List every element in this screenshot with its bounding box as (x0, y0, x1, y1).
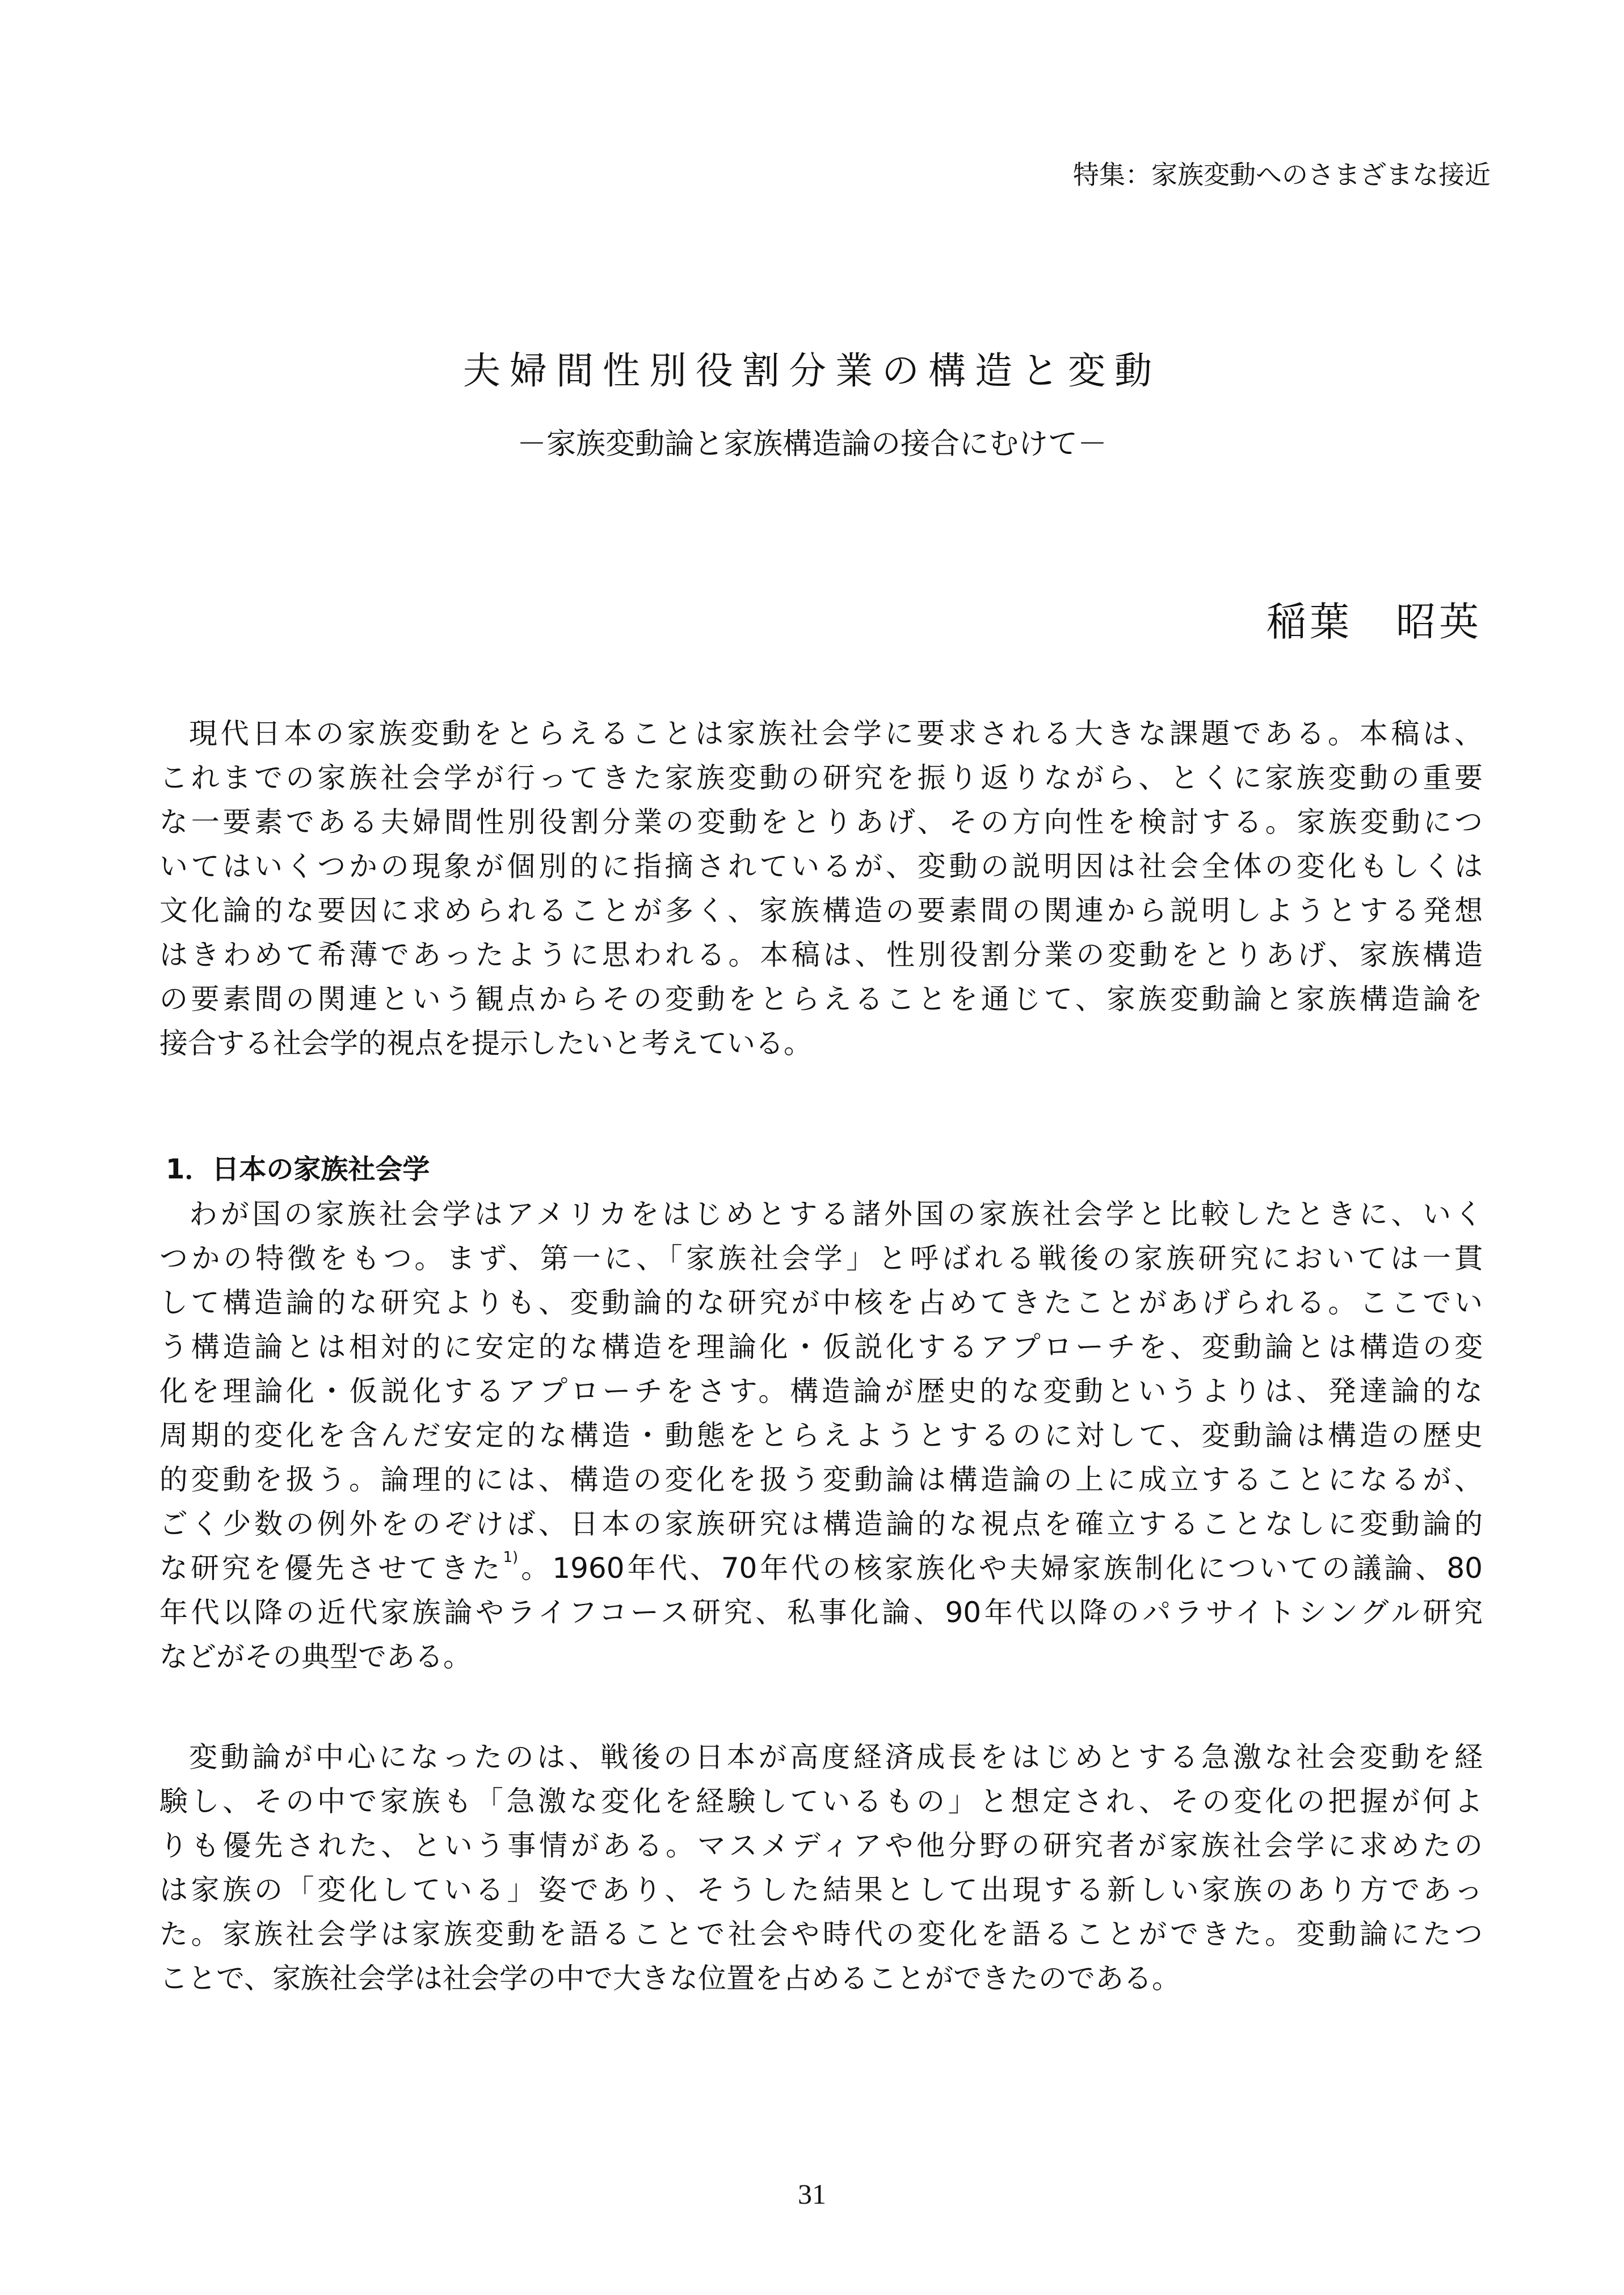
text-fragment: の要素間の関連という観点からその変動をとらえることを通じて、家族変動論と家族構造論を (159, 983, 1483, 1016)
text-fragment: ことで、家族社会学は社会学の中で大きな位置を占めることができたのである。 (159, 1962, 1180, 1995)
text-fragment: な一要素である夫婦間性別役割分業の変動をとりあげ、その方向性を検討する。家族変動につ (159, 806, 1483, 839)
text-fragment: 文化論的な要因に求められることが多く、家族構造の要素間の関連から説明しようとする発想 (159, 894, 1483, 927)
text-fragment: これまでの家族社会学が行ってきた家族変動の研究を振り返りながら、とくに家族変動の重要 (159, 761, 1483, 794)
text-line (159, 888, 1483, 933)
author-name: 稲葉 昭英 (1267, 599, 1482, 645)
text-fragment: りも優先された、という事情がある。マスメディアや他分野の研究者が家族社会学に求めたの (159, 1829, 1483, 1862)
article-subtitle: －家族変動論と家族構造論の接合にむけて－ (516, 427, 1107, 461)
text-line (159, 1735, 1483, 1779)
text-fragment: な研究を優先させてきた (159, 1552, 503, 1585)
text-line (159, 1458, 1483, 1502)
text-fragment: は家族の「変化している」姿であり、そうした結果として出現する新しい家族のあり方であっ (159, 1873, 1483, 1906)
body-paragraph-2 (159, 1735, 1483, 2001)
text-fragment: わが国の家族社会学はアメリカをはじめとする諸外国の家族社会学と比較したときに、いく (189, 1198, 1483, 1231)
text-line (159, 1635, 1483, 1679)
article-title: 夫婦間性別役割分業の構造と変動 (463, 349, 1161, 393)
text-fragment: などがその典型である。 (159, 1640, 472, 1673)
text-line (159, 1413, 1483, 1458)
footnote-marker[interactable]: 1) (503, 1549, 519, 1566)
text-line (159, 1546, 1483, 1590)
text-line (159, 756, 1483, 800)
text-line (159, 1281, 1483, 1325)
text-fragment: う構造論とは相対的に安定的な構造を理論化・仮説化するアプローチを、変動論とは構造の変 (159, 1330, 1483, 1363)
text-fragment: た。家族社会学は家族変動を語ることで社会や時代の変化を語ることができた。変動論にたつ (159, 1918, 1483, 1951)
text-fragment: 。1960年代、70年代の核家族化や夫婦家族制化についての議論、80 (518, 1552, 1483, 1585)
text-line (159, 1590, 1483, 1635)
text-fragment: して構造論的な研究よりも、変動論的な研究が中核を占めてきたことがあげられる。ここでい (159, 1286, 1483, 1319)
abstract-paragraph (159, 711, 1483, 1066)
text-fragment: 化を理論化・仮説化するアプローチをさす。構造論が歴史的な変動というよりは、発達論的な (159, 1375, 1483, 1408)
text-fragment: 現代日本の家族変動をとらえることは家族社会学に要求される大きな課題である。本稿は、 (189, 717, 1483, 750)
text-line (159, 1236, 1483, 1281)
text-fragment: 年代以降の近代家族論やライフコース研究、私事化論、90年代以降のパラサイトシングル研究 (159, 1596, 1483, 1629)
text-fragment: 験し、その中で家族も「急激な変化を経験しているもの」と想定され、その変化の把握が何よ (159, 1785, 1483, 1818)
text-line (159, 1192, 1483, 1236)
text-line (159, 711, 1483, 756)
text-line (159, 1369, 1483, 1413)
text-line (159, 1824, 1483, 1868)
text-line (159, 1912, 1483, 1956)
text-fragment: ごく少数の例外をのぞけば、日本の家族研究は構造論的な視点を確立することなしに変動論的 (159, 1507, 1483, 1540)
text-fragment: 的変動を扱う。論理的には、構造の変化を扱う変動論は構造論の上に成立することになるが、 (159, 1463, 1483, 1496)
text-line (159, 1502, 1483, 1546)
text-line (159, 1956, 1483, 2001)
text-line (159, 1021, 1483, 1066)
text-line (159, 1325, 1483, 1369)
page-number: 31 (798, 2178, 826, 2210)
text-line (159, 1779, 1483, 1824)
section-heading: 1．日本の家族社会学 (166, 1153, 430, 1185)
running-header: 特集：家族変動へのさまざまな接近 (1073, 159, 1491, 190)
text-fragment: つかの特徴をもつ。まず、第一に、「家族社会学」と呼ばれる戦後の家族研究においては一貫 (159, 1242, 1483, 1275)
text-fragment: いてはいくつかの現象が個別的に指摘されているが、変動の説明因は社会全体の変化もしくは (159, 850, 1483, 883)
text-fragment: 変動論が中心になったのは、戦後の日本が高度経済成長をはじめとする急激な社会変動を経 (189, 1741, 1483, 1774)
text-fragment: 接合する社会学的視点を提示したいと考えている。 (159, 1027, 812, 1060)
text-line (159, 933, 1483, 977)
text-fragment: 周期的変化を含んだ安定的な構造・動態をとらえようとするのに対して、変動論は構造の歴史 (159, 1419, 1483, 1452)
text-line (159, 977, 1483, 1021)
body-paragraph-1 (159, 1192, 1483, 1679)
text-line (159, 1868, 1483, 1912)
text-fragment: はきわめて希薄であったように思われる。本稿は、性別役割分業の変動をとりあげ、家族構造 (159, 938, 1483, 971)
text-line (159, 800, 1483, 844)
text-line (159, 844, 1483, 888)
